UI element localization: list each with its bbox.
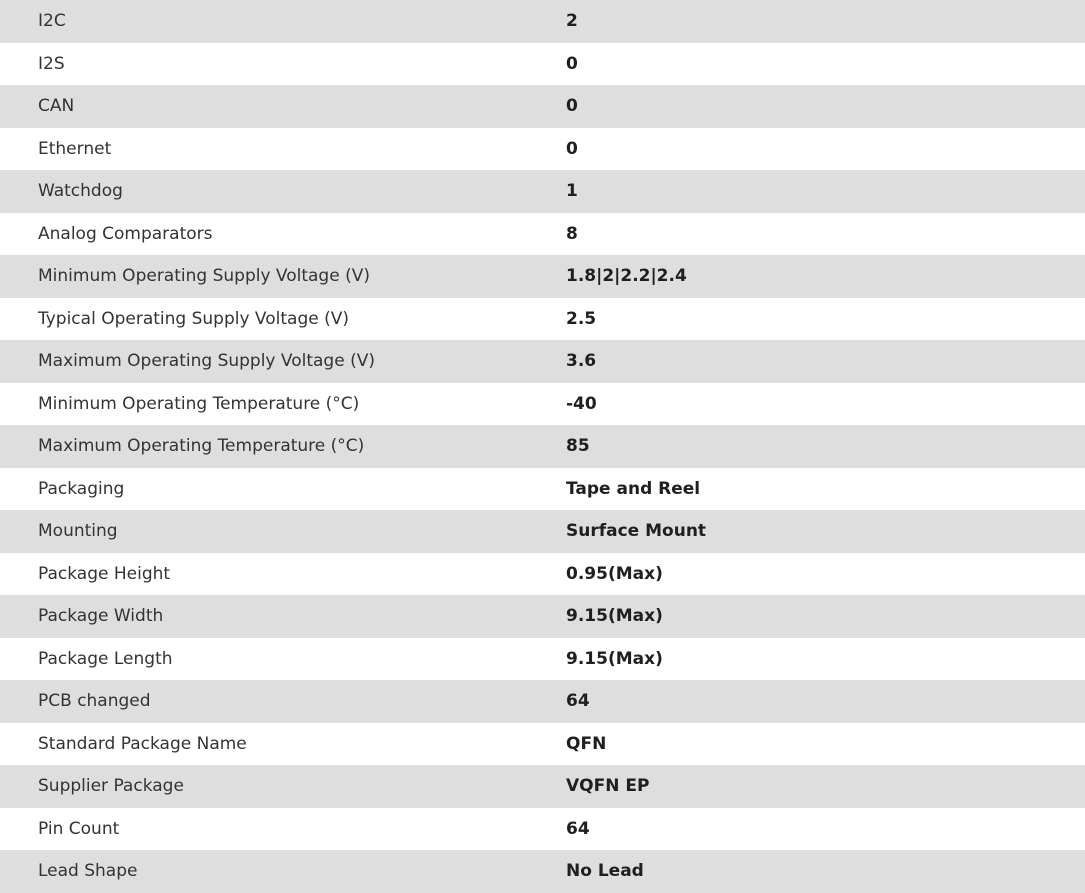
spec-label: I2C: [38, 11, 66, 32]
spec-value: 85: [566, 436, 590, 457]
spec-label: Packaging: [38, 478, 125, 499]
table-row: [0, 468, 1085, 511]
spec-value: 64: [566, 818, 590, 839]
spec-value: 2.5: [566, 308, 597, 329]
spec-value: 3.6: [566, 351, 597, 372]
table-row: [0, 765, 1085, 808]
table-row: [0, 85, 1085, 128]
spec-value: 1.8|2|2.2|2.4: [566, 266, 687, 287]
spec-label: CAN: [38, 96, 75, 117]
spec-value: 9.15(Max): [566, 606, 663, 627]
table-row: [0, 383, 1085, 426]
spec-value: Tape and Reel: [566, 478, 701, 499]
spec-value: 64: [566, 691, 590, 712]
spec-label: Minimum Operating Temperature (°C): [38, 393, 360, 414]
table-row: [0, 43, 1085, 86]
spec-label: Lead Shape: [38, 861, 138, 882]
spec-value: 0: [566, 138, 578, 159]
spec-label: Standard Package Name: [38, 733, 247, 754]
spec-label: Mounting: [38, 521, 118, 542]
spec-value: QFN: [566, 733, 607, 754]
table-row: [0, 850, 1085, 893]
spec-label: Pin Count: [38, 818, 120, 839]
spec-value: 8: [566, 223, 578, 244]
table-row: [0, 255, 1085, 298]
table-row: [0, 128, 1085, 171]
spec-value: 0: [566, 96, 578, 117]
table-row: [0, 213, 1085, 256]
spec-label: Maximum Operating Supply Voltage (V): [38, 351, 375, 372]
spec-value: No Lead: [566, 861, 644, 882]
table-row: [0, 553, 1085, 596]
spec-value: 2: [566, 11, 578, 32]
table-row: [0, 0, 1085, 43]
table-row: [0, 723, 1085, 766]
spec-label: Package Length: [38, 648, 173, 669]
spec-label: Typical Operating Supply Voltage (V): [38, 308, 349, 329]
spec-value: 9.15(Max): [566, 648, 663, 669]
spec-value: -40: [566, 393, 597, 414]
spec-value: 0: [566, 53, 578, 74]
spec-value: 0.95(Max): [566, 563, 663, 584]
table-row: [0, 170, 1085, 213]
table-row: [0, 425, 1085, 468]
table-row: [0, 808, 1085, 851]
spec-label: I2S: [38, 53, 65, 74]
table-row: [0, 510, 1085, 553]
table-row: [0, 340, 1085, 383]
table-row: [0, 638, 1085, 681]
spec-label: Supplier Package: [38, 776, 184, 797]
spec-label: Ethernet: [38, 138, 112, 159]
spec-label: Watchdog: [38, 181, 123, 202]
spec-label: PCB changed: [38, 691, 151, 712]
table-row: [0, 595, 1085, 638]
table-row: [0, 680, 1085, 723]
spec-label: Package Height: [38, 563, 171, 584]
spec-label: Analog Comparators: [38, 223, 213, 244]
table-row: [0, 298, 1085, 341]
spec-label: Minimum Operating Supply Voltage (V): [38, 266, 370, 287]
spec-value: 1: [566, 181, 578, 202]
spec-value: Surface Mount: [566, 521, 707, 542]
spec-label: Maximum Operating Temperature (°C): [38, 436, 365, 457]
spec-value: VQFN EP: [566, 776, 650, 797]
spec-label: Package Width: [38, 606, 164, 627]
